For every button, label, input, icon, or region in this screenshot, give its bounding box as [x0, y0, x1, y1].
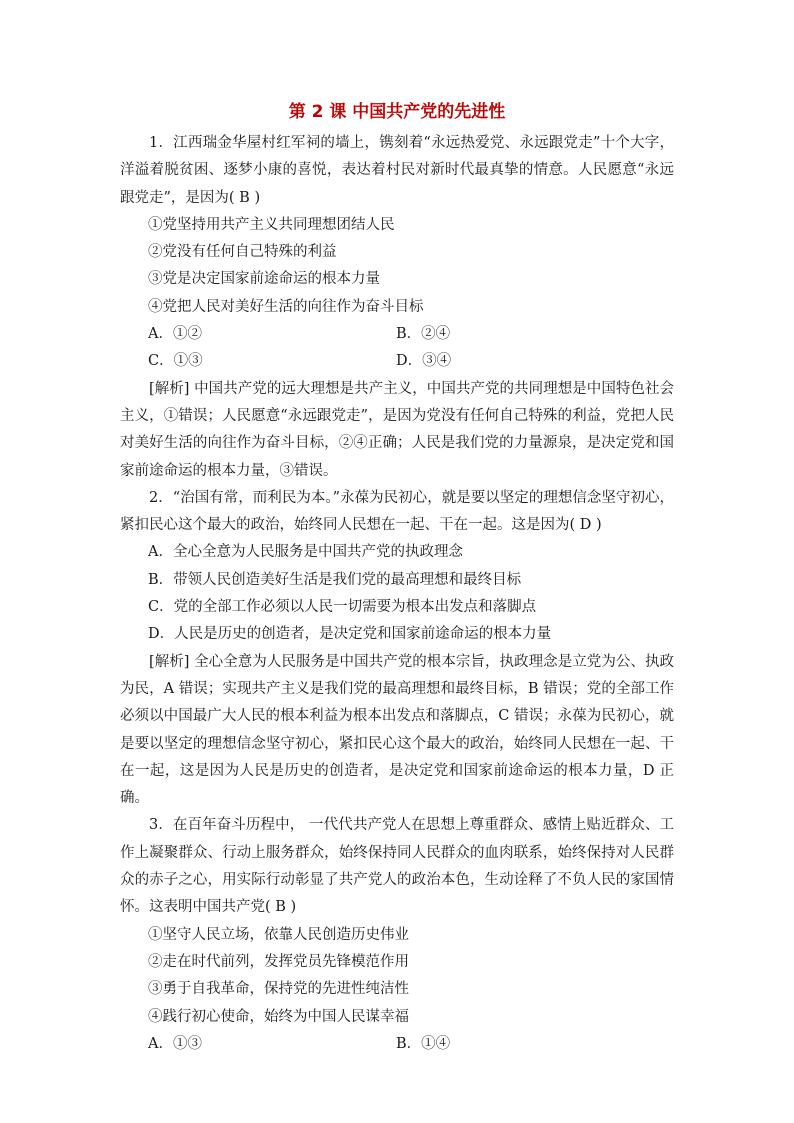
option-a: A．①② [148, 326, 202, 343]
statement-item: ②走在时代前列，发挥党员先锋模范作用 [148, 953, 409, 970]
option-b: B．①④ [396, 1035, 451, 1052]
statement-item: ①党坚持用共产主义共同理想团结人民 [148, 216, 395, 233]
statement-item: ③勇于自我革命，保持党的先进性纯洁性 [148, 981, 409, 998]
question-1 [120, 130, 674, 485]
option-a: A．①③ [148, 1035, 202, 1052]
option-d: D．人民是历史的创造者，是决定党和国家前途命运的根本力量 [148, 626, 552, 643]
options-row [120, 321, 674, 348]
options-row [120, 1031, 674, 1058]
analysis: [解析] 全心全意为人民服务是中国共产党的根本宗旨，执政理念是立党为公、执政为民，A 错误；实现共产主义是我们党的最高理想和最终目标，B 错误；党的全部工作必须以中国最广大人民的根本利益为根本出发点和落脚点，C 错误；永葆为民初心，就是要以坚定的理想信念坚守初心，紧扣民心这个最大的政治，始终同人民想在一起、干在一起，这是因为人民是历史的创造者，是决定党和国家前途命运的根本力量，D 正确。 [120, 653, 675, 807]
question-stem: 3．在百年奋斗历程中， 一代代共产党人在思想上尊重群众、感情上贴近群众、工作上凝聚群众、行动上服务群众，始终保持同人民群众的血肉联系，始终保持对人民群众的赤子之心，用实际行动彰显了共产党人的政治本色，生动诠释了不负人民的家国情怀。这表明中国共产党( B ) [120, 817, 675, 916]
options-row [120, 348, 674, 375]
option-c: C．①③ [148, 353, 203, 370]
option-b: B．带领人民创造美好生活是我们党的最高理想和最终目标 [148, 571, 522, 588]
question-stem: 1．江西瑞金华屋村红军祠的墙上，镌刻着“永远热爱党、永远跟党走”十个大字，洋溢着脱贫困、逐梦小康的喜悦，表达着村民对新时代最真挚的情意。人民愿意“永远跟党走”，是因为( B ) [120, 135, 674, 206]
content [120, 130, 674, 1058]
question-3 [120, 812, 674, 1058]
question-2 [120, 485, 674, 813]
page-title: 第 2 课 中国共产党的先进性 [288, 102, 506, 122]
option-a: A．全心全意为人民服务是中国共产党的执政理念 [148, 544, 463, 561]
option-c: C．党的全部工作必须以人民一切需要为根本出发点和落脚点 [148, 599, 537, 616]
statement-item: ④践行初心使命，始终为中国人民谋幸福 [148, 1008, 409, 1025]
statement-item: ③党是决定国家前途命运的根本力量 [148, 271, 380, 288]
question-stem: 2．“治国有常，而利民为本。”永葆为民初心，就是要以坚定的理想信念坚守初心，紧扣民心这个最大的政治，始终同人民想在一起、干在一起。这是因为( D ) [120, 489, 674, 534]
statement-item: ④党把人民对美好生活的向往作为奋斗目标 [148, 298, 424, 315]
analysis: [解析] 中国共产党的远大理想是共产主义，中国共产党的共同理想是中国特色社会主义，①错误；人民愿意“永远跟党走”，是因为党没有任何自己特殊的利益，党把人民对美好生活的向往作为奋斗目标，②④正确；人民是我们党的力量源泉，是决定党和国家前途命运的根本力量，③错误。 [120, 380, 675, 479]
statement-item: ①坚守人民立场，依靠人民创造历史伟业 [148, 926, 409, 943]
option-b: B．②④ [396, 326, 451, 343]
statement-item: ②党没有任何自己特殊的利益 [148, 244, 337, 261]
option-d: D．③④ [396, 353, 452, 370]
